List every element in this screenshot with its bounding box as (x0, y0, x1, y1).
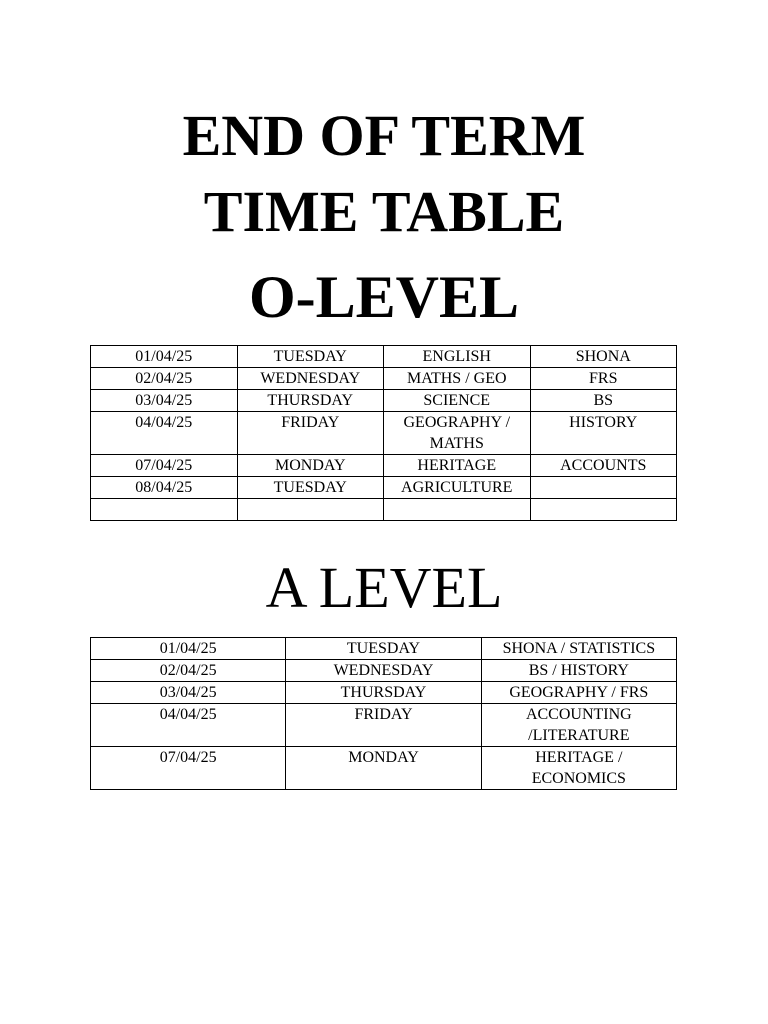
day-cell: TUESDAY (286, 638, 481, 660)
date-cell: 01/04/25 (91, 638, 286, 660)
subject-cell: HERITAGE / ECONOMICS (481, 747, 676, 790)
date-cell: 03/04/25 (91, 390, 238, 412)
title-line-2: TIME TABLE (203, 179, 565, 244)
date-cell: 04/04/25 (91, 412, 238, 455)
subject-cell: MATHS / GEO (384, 368, 531, 390)
subject-cell: GEOGRAPHY / FRS (481, 682, 676, 704)
date-cell (91, 499, 238, 521)
o-level-timetable (90, 345, 677, 521)
subject-cell: BS / HISTORY (481, 660, 676, 682)
table-row (91, 682, 677, 704)
a-level-timetable (90, 637, 677, 790)
day-cell: TUESDAY (237, 477, 384, 499)
date-cell: 07/04/25 (91, 747, 286, 790)
table-row (91, 660, 677, 682)
subject-cell-2 (530, 499, 677, 521)
table-row (91, 412, 677, 455)
subject-cell: AGRICULTURE (384, 477, 531, 499)
subject-cell-2: SHONA (530, 346, 677, 368)
date-cell: 04/04/25 (91, 704, 286, 747)
a-level-table-body (91, 638, 677, 790)
subject-cell (384, 499, 531, 521)
subject-cell-2: HISTORY (530, 412, 677, 455)
o-level-table-body (91, 346, 677, 521)
day-cell: FRIDAY (237, 412, 384, 455)
day-cell (237, 499, 384, 521)
date-cell: 03/04/25 (91, 682, 286, 704)
day-cell: FRIDAY (286, 704, 481, 747)
table-row (91, 477, 677, 499)
day-cell: THURSDAY (286, 682, 481, 704)
subject-cell: HERITAGE (384, 455, 531, 477)
subject-cell: ACCOUNTING /LITERATURE (481, 704, 676, 747)
day-cell: THURSDAY (237, 390, 384, 412)
day-cell: MONDAY (237, 455, 384, 477)
table-row (91, 346, 677, 368)
table-row (91, 704, 677, 747)
date-cell: 08/04/25 (91, 477, 238, 499)
subject-cell: GEOGRAPHY / MATHS (384, 412, 531, 455)
day-cell: MONDAY (286, 747, 481, 790)
title-line-1: END OF TERM (182, 103, 586, 168)
subject-cell-2: ACCOUNTS (530, 455, 677, 477)
table-row (91, 368, 677, 390)
date-cell: 02/04/25 (91, 368, 238, 390)
page-title (0, 98, 768, 250)
subject-cell: SHONA / STATISTICS (481, 638, 676, 660)
date-cell: 01/04/25 (91, 346, 238, 368)
subject-cell-2: FRS (530, 368, 677, 390)
a-level-heading: A LEVEL (265, 555, 503, 620)
day-cell: WEDNESDAY (286, 660, 481, 682)
day-cell: WEDNESDAY (237, 368, 384, 390)
table-row (91, 638, 677, 660)
day-cell: TUESDAY (237, 346, 384, 368)
date-cell: 07/04/25 (91, 455, 238, 477)
date-cell: 02/04/25 (91, 660, 286, 682)
subject-cell: SCIENCE (384, 390, 531, 412)
table-row (91, 747, 677, 790)
table-row (91, 499, 677, 521)
table-row (91, 390, 677, 412)
o-level-heading: O-LEVEL (248, 264, 520, 330)
table-row (91, 455, 677, 477)
subject-cell-2 (530, 477, 677, 499)
subject-cell: ENGLISH (384, 346, 531, 368)
subject-cell-2: BS (530, 390, 677, 412)
